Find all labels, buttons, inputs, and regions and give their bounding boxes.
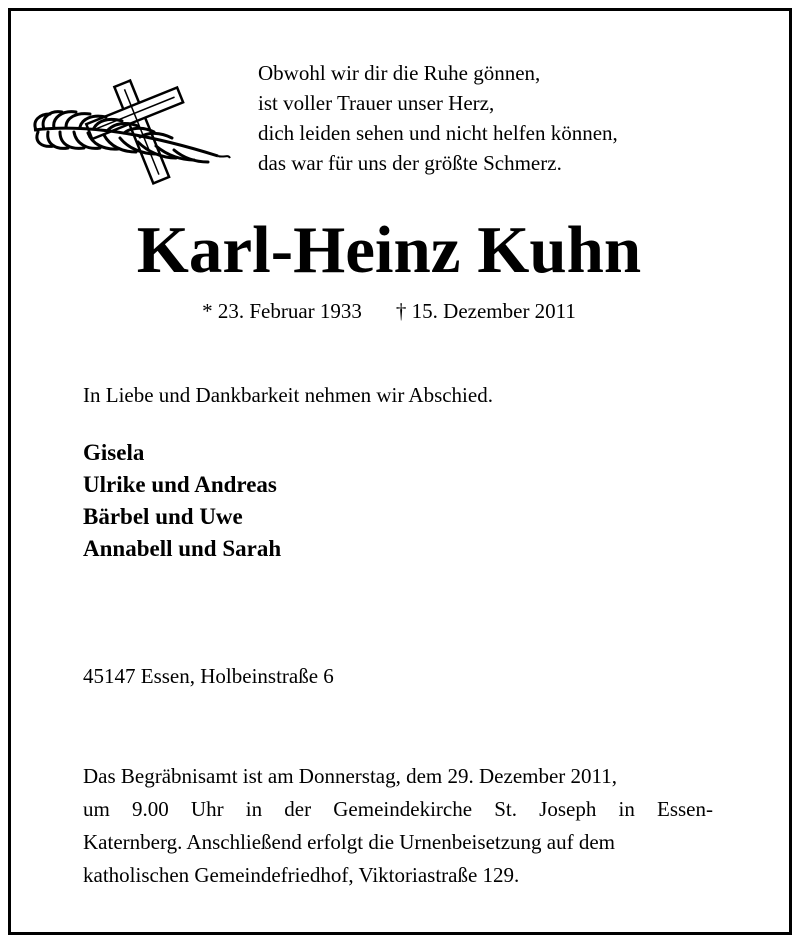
mourners-list <box>83 437 281 565</box>
funeral-line: katholischen Gemeindefriedhof, Viktoriastraße 129. <box>83 863 520 887</box>
poem-line: ist voller Trauer unser Herz, <box>258 91 495 115</box>
funeral-line: um 9.00 Uhr in der Gemeindekirche St. Joseph in Essen- <box>83 797 713 821</box>
funeral-line: Katernberg. Anschließend erfolgt die Urnenbeisetzung auf dem <box>83 830 616 854</box>
mourner-name: Bärbel und Uwe <box>83 504 243 529</box>
farewell-text: In Liebe und Dankbarkeit nehmen wir Abschied. <box>83 383 493 407</box>
funeral-notice <box>83 760 713 892</box>
poem-line: das war für uns der größte Schmerz. <box>258 151 562 175</box>
mourner-name: Gisela <box>83 440 145 465</box>
deceased-name: Karl-Heinz Kuhn <box>136 213 642 287</box>
mourner-name: Ulrike und Andreas <box>83 472 277 497</box>
poem-line: dich leiden sehen und nicht helfen können, <box>258 121 618 145</box>
life-dates <box>0 296 778 326</box>
birth-date: * 23. Februar 1933 <box>202 299 362 323</box>
poem <box>258 58 618 178</box>
family-address: 45147 Essen, Holbeinstraße 6 <box>83 664 334 688</box>
mourner-name: Annabell und Sarah <box>83 536 282 561</box>
cross-with-palm-branch-icon <box>22 74 234 186</box>
poem-line: Obwohl wir dir die Ruhe gönnen, <box>258 61 541 85</box>
funeral-line: Das Begräbnisamt ist am Donnerstag, dem 29. Dezember 2011, <box>83 764 618 788</box>
death-date: † 15. Dezember 2011 <box>395 299 576 323</box>
